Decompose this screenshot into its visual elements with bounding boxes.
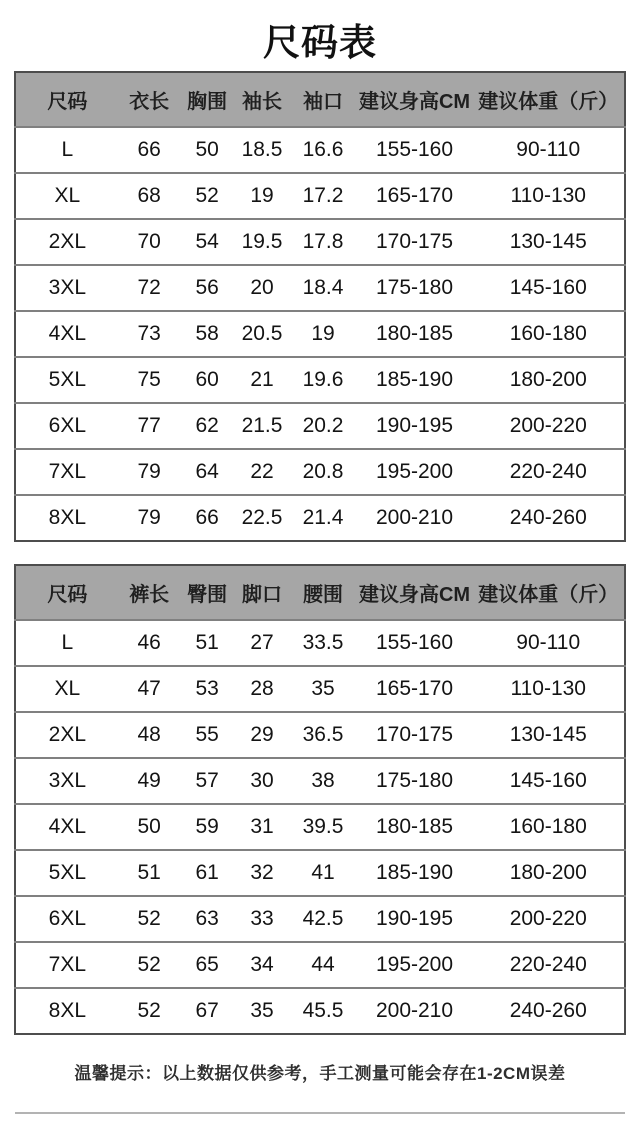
value-cell: 185-190 — [375, 861, 454, 884]
column-header: 建议体重（斤） — [478, 584, 619, 606]
size-label-cell: 2XL — [48, 230, 87, 253]
table-row — [15, 896, 625, 942]
table-row — [15, 449, 625, 495]
value-cell: 59 — [195, 815, 219, 838]
bottom-divider — [15, 1112, 625, 1114]
size-label-cell: L — [61, 631, 74, 654]
value-cell: 27 — [250, 631, 274, 654]
value-cell: 51 — [195, 631, 219, 654]
value-cell: 20.2 — [302, 414, 344, 437]
value-cell: 220-240 — [509, 460, 587, 483]
value-cell: 64 — [195, 460, 219, 483]
value-cell: 50 — [195, 138, 219, 161]
value-cell: 20.8 — [302, 460, 344, 483]
table-row — [15, 712, 625, 758]
value-cell: 52 — [137, 907, 161, 930]
value-cell: 22 — [250, 460, 274, 483]
table-row — [15, 620, 625, 666]
value-cell: 70 — [137, 230, 161, 253]
table-row — [15, 495, 625, 541]
value-cell: 66 — [195, 506, 219, 529]
size-label-cell: 2XL — [48, 723, 87, 746]
value-cell: 32 — [250, 861, 274, 884]
table-row — [15, 127, 625, 173]
value-cell: 170-175 — [375, 230, 454, 253]
value-cell: 36.5 — [302, 723, 344, 746]
value-cell: 165-170 — [375, 677, 454, 700]
value-cell: 45.5 — [302, 999, 344, 1022]
column-header: 尺码 — [47, 584, 88, 606]
value-cell: 240-260 — [509, 506, 587, 529]
value-cell: 20.5 — [241, 322, 283, 345]
value-cell: 42.5 — [302, 907, 344, 930]
value-cell: 155-160 — [375, 138, 454, 161]
column-header: 尺码 — [47, 91, 88, 113]
size-label-cell: XL — [54, 677, 81, 700]
pants-size-table — [14, 564, 626, 1035]
column-header: 袖长 — [242, 91, 283, 113]
column-header: 建议身高CM — [358, 584, 471, 606]
value-cell: 33 — [250, 907, 274, 930]
value-cell: 29 — [250, 723, 274, 746]
value-cell: 72 — [137, 276, 161, 299]
value-cell: 180-200 — [509, 368, 587, 391]
value-cell: 200-210 — [375, 999, 454, 1022]
value-cell: 19.6 — [302, 368, 344, 391]
footer-note: 温馨提示：以上数据仅供参考，手工测量可能会存在1-2CM误差 — [74, 1064, 566, 1083]
column-header: 袖口 — [303, 91, 344, 113]
value-cell: 75 — [137, 368, 161, 391]
value-cell: 65 — [195, 953, 219, 976]
value-cell: 145-160 — [509, 276, 587, 299]
value-cell: 21.4 — [302, 506, 344, 529]
size-label-cell: 3XL — [48, 769, 87, 792]
value-cell: 35 — [250, 999, 274, 1022]
size-label-cell: 6XL — [48, 414, 87, 437]
value-cell: 16.6 — [302, 138, 344, 161]
size-label-cell: 5XL — [48, 861, 87, 884]
value-cell: 77 — [137, 414, 161, 437]
size-label-cell: 4XL — [48, 815, 87, 838]
value-cell: 17.8 — [302, 230, 344, 253]
value-cell: 160-180 — [509, 322, 587, 345]
value-cell: 63 — [195, 907, 219, 930]
size-label-cell: 6XL — [48, 907, 87, 930]
value-cell: 49 — [137, 769, 161, 792]
value-cell: 73 — [137, 322, 161, 345]
value-cell: 180-185 — [375, 815, 454, 838]
value-cell: 60 — [195, 368, 219, 391]
table-row — [15, 265, 625, 311]
value-cell: 240-260 — [509, 999, 587, 1022]
size-label-cell: 8XL — [48, 506, 87, 529]
value-cell: 18.4 — [302, 276, 344, 299]
value-cell: 165-170 — [375, 184, 454, 207]
value-cell: 170-175 — [375, 723, 454, 746]
value-cell: 44 — [311, 953, 335, 976]
value-cell: 195-200 — [375, 460, 454, 483]
value-cell: 58 — [195, 322, 219, 345]
value-cell: 185-190 — [375, 368, 454, 391]
table-row — [15, 219, 625, 265]
value-cell: 35 — [311, 677, 335, 700]
value-cell: 155-160 — [375, 631, 454, 654]
value-cell: 55 — [195, 723, 219, 746]
value-cell: 46 — [137, 631, 161, 654]
header-row — [15, 565, 625, 620]
column-header: 腰围 — [303, 584, 344, 606]
value-cell: 18.5 — [241, 138, 283, 161]
column-header: 衣长 — [129, 91, 170, 113]
value-cell: 28 — [250, 677, 274, 700]
size-label-cell: 5XL — [48, 368, 87, 391]
value-cell: 57 — [195, 769, 219, 792]
value-cell: 34 — [250, 953, 274, 976]
size-label-cell: 7XL — [48, 953, 87, 976]
value-cell: 110-130 — [510, 184, 586, 207]
value-cell: 21.5 — [241, 414, 283, 437]
value-cell: 61 — [195, 861, 219, 884]
value-cell: 195-200 — [375, 953, 454, 976]
value-cell: 175-180 — [375, 769, 454, 792]
column-header: 胸围 — [187, 91, 228, 113]
value-cell: 220-240 — [509, 953, 587, 976]
garment-size-table — [14, 71, 626, 542]
value-cell: 19 — [311, 322, 335, 345]
size-label-cell: 7XL — [48, 460, 87, 483]
value-cell: 79 — [137, 460, 161, 483]
value-cell: 19.5 — [241, 230, 283, 253]
value-cell: 22.5 — [241, 506, 283, 529]
table-row — [15, 666, 625, 712]
value-cell: 53 — [195, 677, 219, 700]
value-cell: 31 — [250, 815, 274, 838]
value-cell: 20 — [250, 276, 274, 299]
column-header: 建议体重（斤） — [478, 91, 619, 113]
value-cell: 54 — [195, 230, 219, 253]
table-row — [15, 357, 625, 403]
value-cell: 41 — [311, 861, 335, 884]
value-cell: 48 — [137, 723, 161, 746]
value-cell: 52 — [137, 999, 161, 1022]
value-cell: 175-180 — [375, 276, 454, 299]
value-cell: 19 — [250, 184, 274, 207]
value-cell: 52 — [137, 953, 161, 976]
column-header: 脚口 — [242, 584, 283, 606]
page-title: 尺码表 — [263, 22, 377, 63]
table-row — [15, 758, 625, 804]
table-row — [15, 311, 625, 357]
value-cell: 190-195 — [375, 907, 454, 930]
value-cell: 38 — [311, 769, 335, 792]
table-row — [15, 850, 625, 896]
size-label-cell: XL — [54, 184, 81, 207]
value-cell: 68 — [137, 184, 161, 207]
value-cell: 50 — [137, 815, 161, 838]
value-cell: 145-160 — [509, 769, 587, 792]
value-cell: 180-185 — [375, 322, 454, 345]
value-cell: 200-220 — [509, 907, 587, 930]
value-cell: 160-180 — [509, 815, 587, 838]
value-cell: 180-200 — [509, 861, 587, 884]
table-row — [15, 403, 625, 449]
value-cell: 56 — [195, 276, 219, 299]
value-cell: 17.2 — [302, 184, 344, 207]
value-cell: 90-110 — [516, 631, 581, 654]
value-cell: 47 — [137, 677, 161, 700]
header-row — [15, 72, 625, 127]
value-cell: 190-195 — [375, 414, 454, 437]
value-cell: 30 — [250, 769, 274, 792]
column-header: 裤长 — [129, 584, 170, 606]
value-cell: 90-110 — [516, 138, 581, 161]
value-cell: 130-145 — [509, 230, 587, 253]
size-label-cell: 4XL — [48, 322, 87, 345]
table-row — [15, 173, 625, 219]
table-row — [15, 942, 625, 988]
value-cell: 51 — [137, 861, 161, 884]
size-label-cell: 8XL — [48, 999, 87, 1022]
table-body — [15, 620, 625, 1034]
column-header: 建议身高CM — [358, 91, 471, 113]
column-header: 臀围 — [187, 584, 228, 606]
size-label-cell: L — [61, 138, 74, 161]
value-cell: 200-220 — [509, 414, 587, 437]
value-cell: 130-145 — [509, 723, 587, 746]
value-cell: 66 — [137, 138, 161, 161]
table-body — [15, 127, 625, 541]
value-cell: 62 — [195, 414, 219, 437]
value-cell: 200-210 — [375, 506, 454, 529]
value-cell: 79 — [137, 506, 161, 529]
value-cell: 52 — [195, 184, 219, 207]
value-cell: 21 — [250, 368, 274, 391]
size-label-cell: 3XL — [48, 276, 87, 299]
value-cell: 39.5 — [302, 815, 344, 838]
table-row — [15, 804, 625, 850]
table-row — [15, 988, 625, 1034]
value-cell: 110-130 — [510, 677, 586, 700]
value-cell: 67 — [195, 999, 219, 1022]
value-cell: 33.5 — [302, 631, 344, 654]
